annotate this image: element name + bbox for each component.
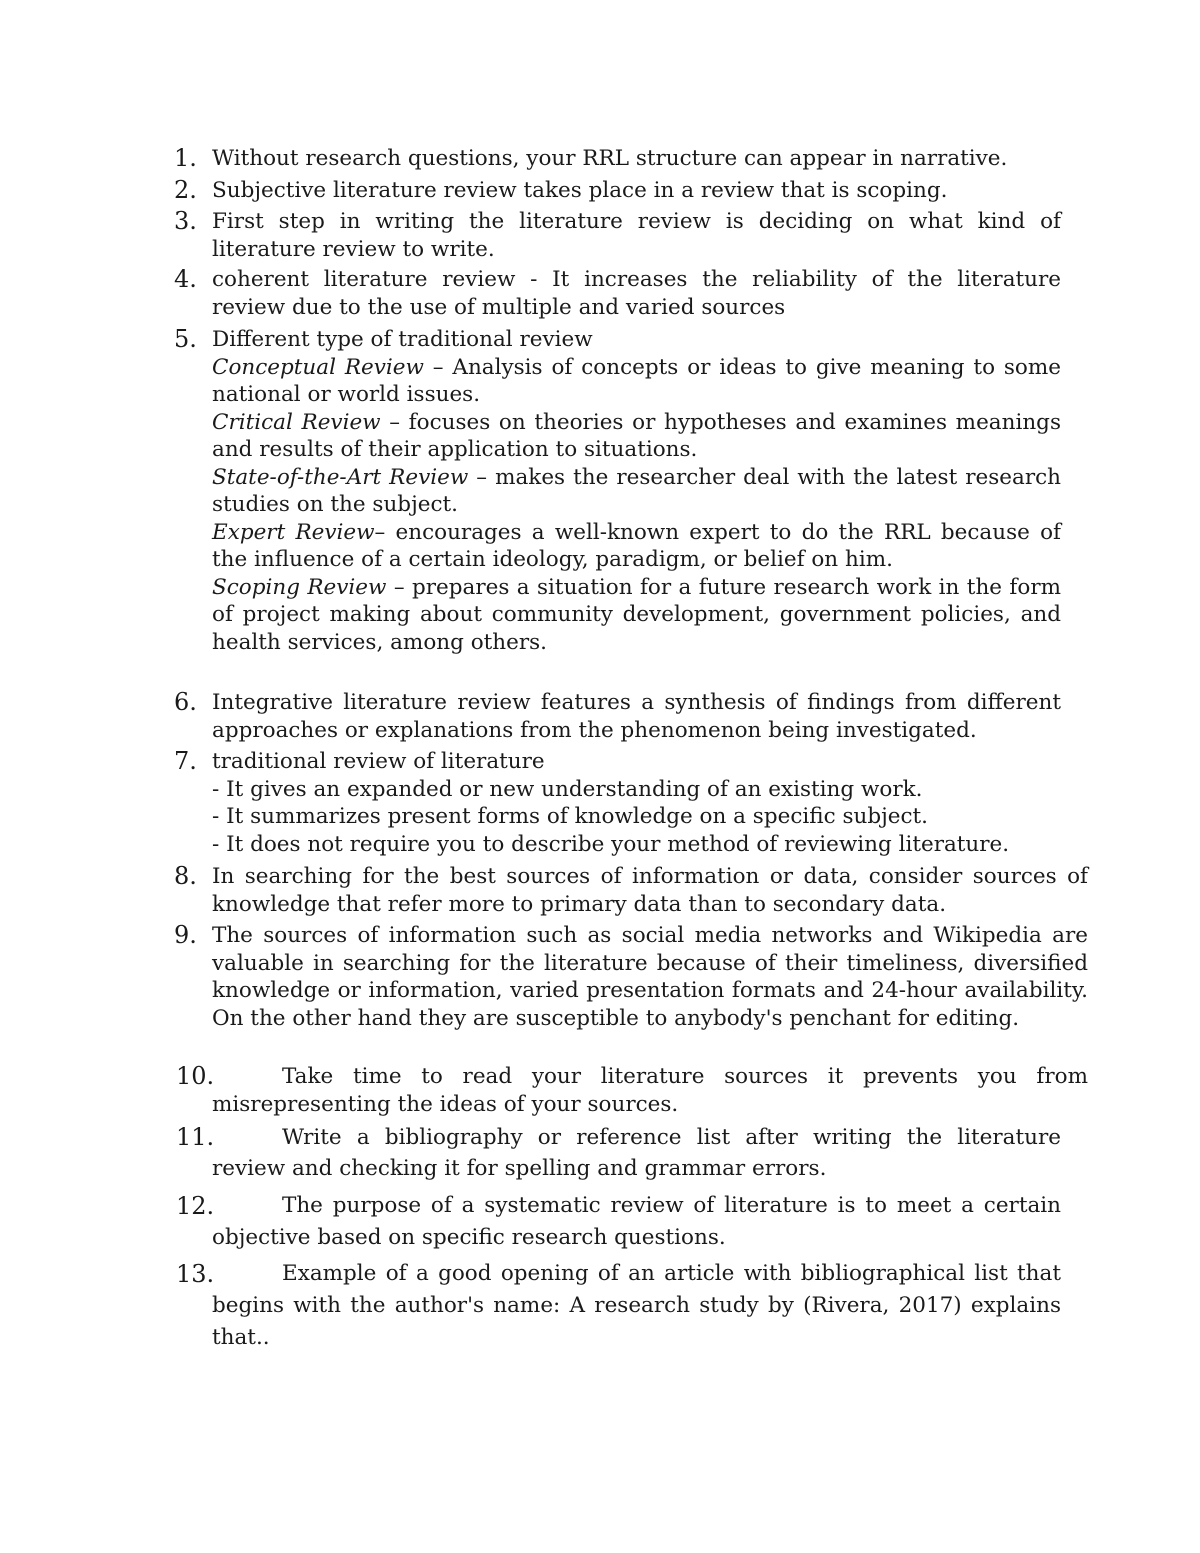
review-description: – prepares a situation for a future research work in the form of project making about community development, government policies, and health services, among others. — [212, 574, 1061, 655]
item-text — [212, 1190, 1061, 1254]
item-text — [212, 1258, 1061, 1354]
item-text: The sources of information such as social media networks and Wikipedia are valuable in searching for the literature because of their timeliness, diversified knowledge or information, varied presentation formats and 24-hour availability. On the other hand they are susceptible to anybody's penchant for editing. — [212, 923, 1088, 1031]
item-text-content: Take time to read your literature sources it prevents you from misrepresenting the ideas of your sources. — [212, 1064, 1088, 1117]
bullet-line: - It does not require you to describe your method of reviewing literature. — [212, 831, 1010, 857]
item-text: Integrative literature review features a synthesis of findings from different approaches or explanations from the phenomenon being investigated. — [212, 690, 1061, 743]
list-item-3 — [174, 207, 1061, 263]
list-item-7 — [174, 747, 1061, 858]
item-number: 6. — [174, 688, 197, 716]
item-text — [212, 1122, 1061, 1184]
item-text: Without research questions, your RRL structure can appear in narrative. — [212, 146, 1008, 171]
item-number: 2. — [174, 176, 197, 204]
item-number: 9. — [174, 921, 197, 949]
list-item-6 — [174, 688, 1061, 744]
item-text: coherent literature review - It increases the reliability of the literature review due to the use of multiple and varied sources — [212, 267, 1061, 320]
review-description: – makes the researcher deal with the latest research studies on the subject. — [212, 464, 1061, 517]
review-term: Scoping Review — [212, 574, 387, 600]
review-type-scoping — [212, 574, 1061, 657]
item-number: 8. — [174, 862, 197, 890]
list-item-11 — [176, 1122, 1061, 1184]
item-text: Subjective literature review takes place in a review that is scoping. — [212, 178, 948, 203]
item-number: 4. — [174, 265, 197, 293]
review-term: Critical Review — [212, 409, 381, 435]
review-type-expert — [212, 519, 1061, 574]
item-number: 11. — [176, 1123, 215, 1151]
list-item-13 — [176, 1258, 1061, 1354]
item-number: 5. — [174, 325, 197, 353]
review-description: – encourages a well-known expert to do the RRL because of the influence of a certain ideology, paradigm, or belief on him. — [212, 519, 1061, 572]
item-number: 12. — [176, 1192, 215, 1220]
item-text-content: Write a bibliography or reference list after writing the literature review and checking it for spelling and grammar errors. — [212, 1125, 1061, 1181]
item-number: 10. — [176, 1062, 215, 1090]
item-number: 7. — [174, 747, 197, 775]
item-text — [212, 1063, 1088, 1118]
list-item-4 — [174, 265, 1061, 321]
item-text-content: Example of a good opening of an article with bibliographical list that begins with the author's name: A research study by (Rivera, 2017) explains that.. — [212, 1261, 1061, 1350]
list-item-10 — [176, 1062, 1088, 1118]
item-number: 1. — [174, 144, 197, 172]
item-number: 13. — [176, 1260, 215, 1288]
item-number: 3. — [174, 207, 197, 235]
review-term: State-of-the-Art Review — [212, 464, 469, 490]
review-term: Expert Review — [212, 519, 375, 545]
review-description: – focuses on theories or hypotheses and examines meanings and results of their application to situations. — [212, 409, 1061, 462]
bullet-line: - It gives an expanded or new understanding of an existing work. — [212, 776, 923, 802]
item-text: traditional review of literature — [212, 749, 545, 774]
review-description: – Analysis of concepts or ideas to give meaning to some national or world issues. — [212, 354, 1061, 407]
item-text: In searching for the best sources of information or data, consider sources of knowledge that refer more to primary data than to secondary data. — [212, 864, 1088, 917]
item-text-content: The purpose of a systematic review of literature is to meet a certain objective based on specific research questions. — [212, 1193, 1061, 1250]
item-text: Different type of traditional review — [212, 327, 593, 352]
item-text: First step in writing the literature review is deciding on what kind of literature review to write. — [212, 209, 1061, 262]
list-item-2 — [174, 176, 1061, 205]
review-term: Conceptual Review — [212, 354, 424, 380]
bullet-line: - It summarizes present forms of knowledge on a specific subject. — [212, 804, 929, 829]
list-item-8 — [174, 862, 1088, 918]
review-type-critical — [212, 409, 1061, 464]
list-item-12 — [176, 1190, 1061, 1254]
list-item-5 — [174, 325, 1061, 656]
review-type-state-of-the-art — [212, 464, 1061, 519]
list-item-1 — [174, 144, 1061, 173]
list-item-9 — [174, 921, 1088, 1032]
review-type-conceptual — [212, 354, 1061, 409]
